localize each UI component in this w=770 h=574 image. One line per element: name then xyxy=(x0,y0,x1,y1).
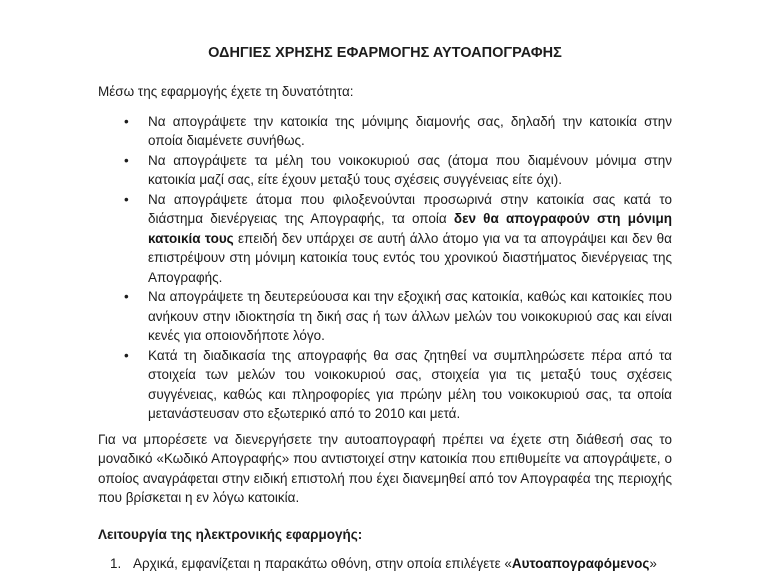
section-heading: Λειτουργία της ηλεκτρονικής εφαρμογής: xyxy=(98,526,363,542)
bullet-marker: • xyxy=(124,347,129,363)
bullet-marker: • xyxy=(124,289,129,304)
document-title: ΟΔΗΓΙΕΣ ΧΡΗΣΗΣ ΕΦΑΡΜΟΓΗΣ ΑΥΤΟΑΠΟΓΡΑΦΗΣ xyxy=(208,45,562,61)
census-code-paragraph: Για να μπορέσετε να διενεργήσετε την αυτοαπογραφή πρέπει να έχετε στη διάθεσή σας το μοναδικό «Κωδικό Απογραφής» που αντιστοιχεί στην κατοικία που επιθυμείτε να απογράψετε, ο οποίος αναγράφεται στην ειδική επιστολή που έχει διανεμηθεί από τον Απογραφέα της περιοχής που βρίσκεται η εν λόγω κατοικία. xyxy=(98,431,672,505)
capabilities-bullet-list xyxy=(98,112,672,424)
step-number: 1. xyxy=(110,556,122,571)
bullet-item xyxy=(124,151,672,190)
numbered-step xyxy=(110,554,672,574)
bullet-item xyxy=(124,287,672,346)
bullet-item xyxy=(124,112,672,151)
bullet-text: Να απογράψετε άτομα που φιλοξενούνται προσωρινά στην κατοικία σας κατά το διάστημα διενέργειας της Απογραφής, τα οποία δεν θα απογραφούν στη μόνιμη κατοικία τους επειδή δεν υπάρχει σε αυτή άλλο άτομο για να τα απογράψει και δεν θα επιστρέψουν στη μόνιμη κατοικία τους εντός του χρονικού διαστήματος διενέργειας της Απογραφής. xyxy=(148,191,673,285)
bullet-text: Να απογράψετε τα μέλη του νοικοκυριού σας (άτομα που διαμένουν μόνιμα στην κατοικία μαζί σας, είτε έχουν μεταξύ τους σχέσεις συγγένειας είτε όχι). xyxy=(148,152,672,187)
bullet-marker: • xyxy=(124,113,129,129)
intro-paragraph: Μέσω της εφαρμογής έχετε τη δυνατότητα: xyxy=(98,84,354,99)
bullet-text: Να απογράψετε την κατοικία της μόνιμης διαμονής σας, δηλαδή την κατοικία στην οποία διαμένετε συνήθως. xyxy=(148,113,672,148)
bullet-item xyxy=(124,190,673,288)
bullet-marker: • xyxy=(124,191,129,207)
bullet-item xyxy=(124,346,672,424)
bullet-text: Κατά τη διαδικασία της απογραφής θα σας ζητηθεί να συμπληρώσετε πέρα από τα στοιχεία των μελών του νοικοκυριού σας, στοιχεία για τις μεταξύ τους σχέσεις συγγένειας, καθώς και πληροφορίες για πρώην μέλη του νοικοκυριού σας, τα οποία μετανάστευσαν στο εξωτερικό από το 2010 και μετά. xyxy=(148,347,672,421)
bullet-text: Να απογράψετε τη δευτερεύουσα και την εξοχική σας κατοικία, καθώς και κατοικίες που ανήκουν στην ιδιοκτησία τη δική σας ή των άλλων μελών του νοικοκυριού σας και είναι κενές για οποιονδήποτε λόγο. xyxy=(148,289,672,343)
bullet-marker: • xyxy=(124,152,129,168)
step-text: Αρχικά, εμφανίζεται η παρακάτω οθόνη, στην οποία επιλέγετε «Αυτοαπογραφόμενος» xyxy=(133,556,657,571)
